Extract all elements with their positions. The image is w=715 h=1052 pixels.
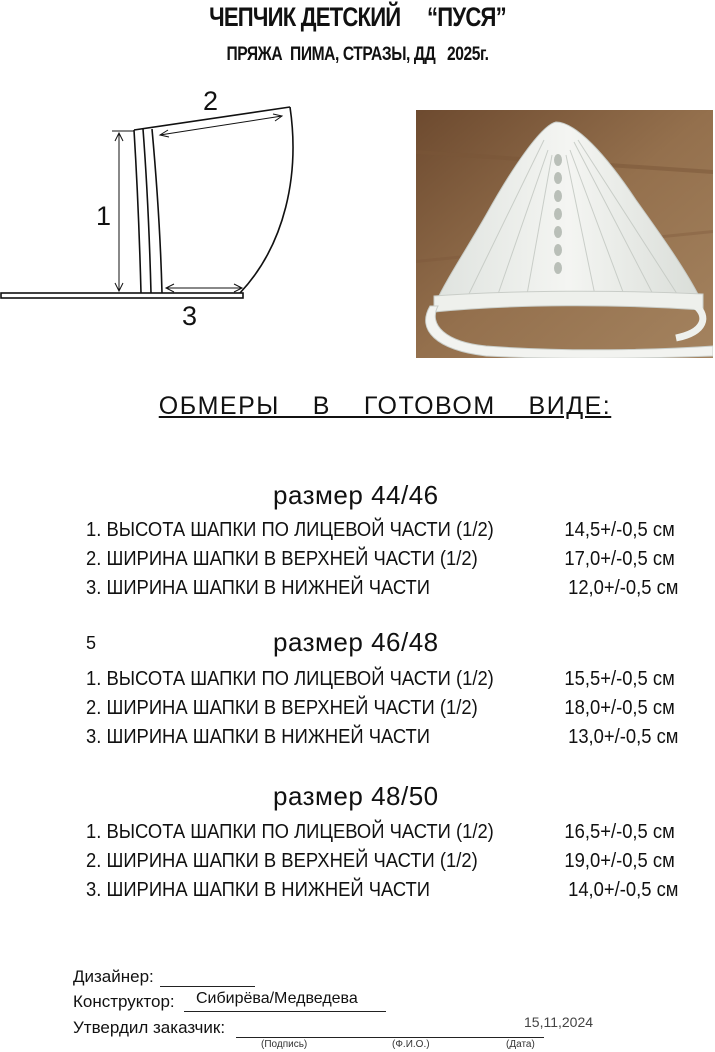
size-48-50-title: размер 48/50 [273, 781, 439, 811]
approval-date: 15,11,2024 [524, 1014, 594, 1030]
size-44-46-row-1 [86, 519, 675, 547]
row-label: 2. ШИРИНА ШАПКИ В ВЕРХНЕЙ ЧАСТИ (1/2) [86, 697, 478, 719]
size-48-50-row-1 [86, 821, 675, 849]
row-label: 1. ВЫСОТА ШАПКИ ПО ЛИЦЕВОЙ ЧАСТИ (1/2) [86, 519, 494, 541]
row-label: 3. ШИРИНА ШАПКИ В НИЖНЕЙ ЧАСТИ [86, 726, 430, 748]
measurements-heading: ОБМЕРЫ В ГОТОВОМ ВИДЕ: [158, 392, 612, 420]
dimension-3-label: 3 [182, 301, 198, 331]
dimension-2-line [160, 116, 282, 135]
stray-mark: 5 [86, 633, 97, 653]
designer-label: Дизайнер: [73, 967, 154, 986]
constructor-name: Сибирёва/Медведева [196, 990, 358, 1007]
document-title: ЧЕПЧИК ДЕТСКИЙ “ПУСЯ” [209, 2, 506, 32]
row-value: 12,0+/-0,5 см [568, 577, 679, 599]
row-label: 3. ШИРИНА ШАПКИ В НИЖНЕЙ ЧАСТИ [86, 879, 430, 901]
approval-signature-line [236, 1037, 544, 1038]
back-curve [240, 107, 293, 293]
designer-signature-line [160, 986, 255, 987]
constructor-signature-line [184, 1011, 386, 1012]
row-value: 19,0+/-0,5 см [564, 850, 675, 872]
caption-date: (Дата) [506, 1039, 535, 1050]
size-46-48-row-1 [86, 668, 675, 696]
row-label: 3. ШИРИНА ШАПКИ В НИЖНЕЙ ЧАСТИ [86, 577, 430, 599]
constructor-label: Конструктор: [73, 992, 175, 1011]
front-edge-outer [134, 130, 141, 293]
row-value: 17,0+/-0,5 см [564, 548, 675, 570]
front-edge-inner [152, 129, 162, 293]
size-46-48-row-2 [86, 697, 675, 725]
dimension-2-label: 2 [203, 86, 219, 116]
row-value: 14,0+/-0,5 см [568, 879, 679, 901]
base-strip [1, 293, 243, 298]
row-value: 13,0+/-0,5 см [568, 726, 679, 748]
approved-label: Утвердил заказчик: [73, 1018, 226, 1037]
row-value: 18,0+/-0,5 см [564, 697, 675, 719]
caption-signature: (Подпись) [261, 1039, 308, 1050]
size-44-46-row-2 [86, 548, 675, 576]
document-subtitle: ПРЯЖА ПИМА, СТРАЗЫ, ДД 2025г. [226, 44, 489, 65]
size-48-50-row-2 [86, 850, 675, 878]
row-value: 15,5+/-0,5 см [564, 668, 675, 690]
row-label: 2. ШИРИНА ШАПКИ В ВЕРХНЕЙ ЧАСТИ (1/2) [86, 850, 478, 872]
size-46-48-row-3 [86, 726, 679, 754]
product-photo [416, 110, 713, 358]
row-value: 16,5+/-0,5 см [564, 821, 675, 843]
bonnet-measurement-diagram [0, 85, 310, 335]
size-44-46-row-3 [86, 577, 679, 605]
front-edge-middle [143, 129, 151, 293]
row-label: 1. ВЫСОТА ШАПКИ ПО ЛИЦЕВОЙ ЧАСТИ (1/2) [86, 821, 494, 843]
size-44-46-title: размер 44/46 [273, 480, 439, 510]
size-46-48-title: размер 46/48 [273, 627, 439, 657]
caption-name: (Ф.И.О.) [392, 1039, 430, 1050]
row-label: 1. ВЫСОТА ШАПКИ ПО ЛИЦЕВОЙ ЧАСТИ (1/2) [86, 668, 494, 690]
row-label: 2. ШИРИНА ШАПКИ В ВЕРХНЕЙ ЧАСТИ (1/2) [86, 548, 478, 570]
size-48-50-row-3 [86, 879, 679, 907]
dimension-1-label: 1 [96, 201, 112, 231]
row-value: 14,5+/-0,5 см [564, 519, 675, 541]
